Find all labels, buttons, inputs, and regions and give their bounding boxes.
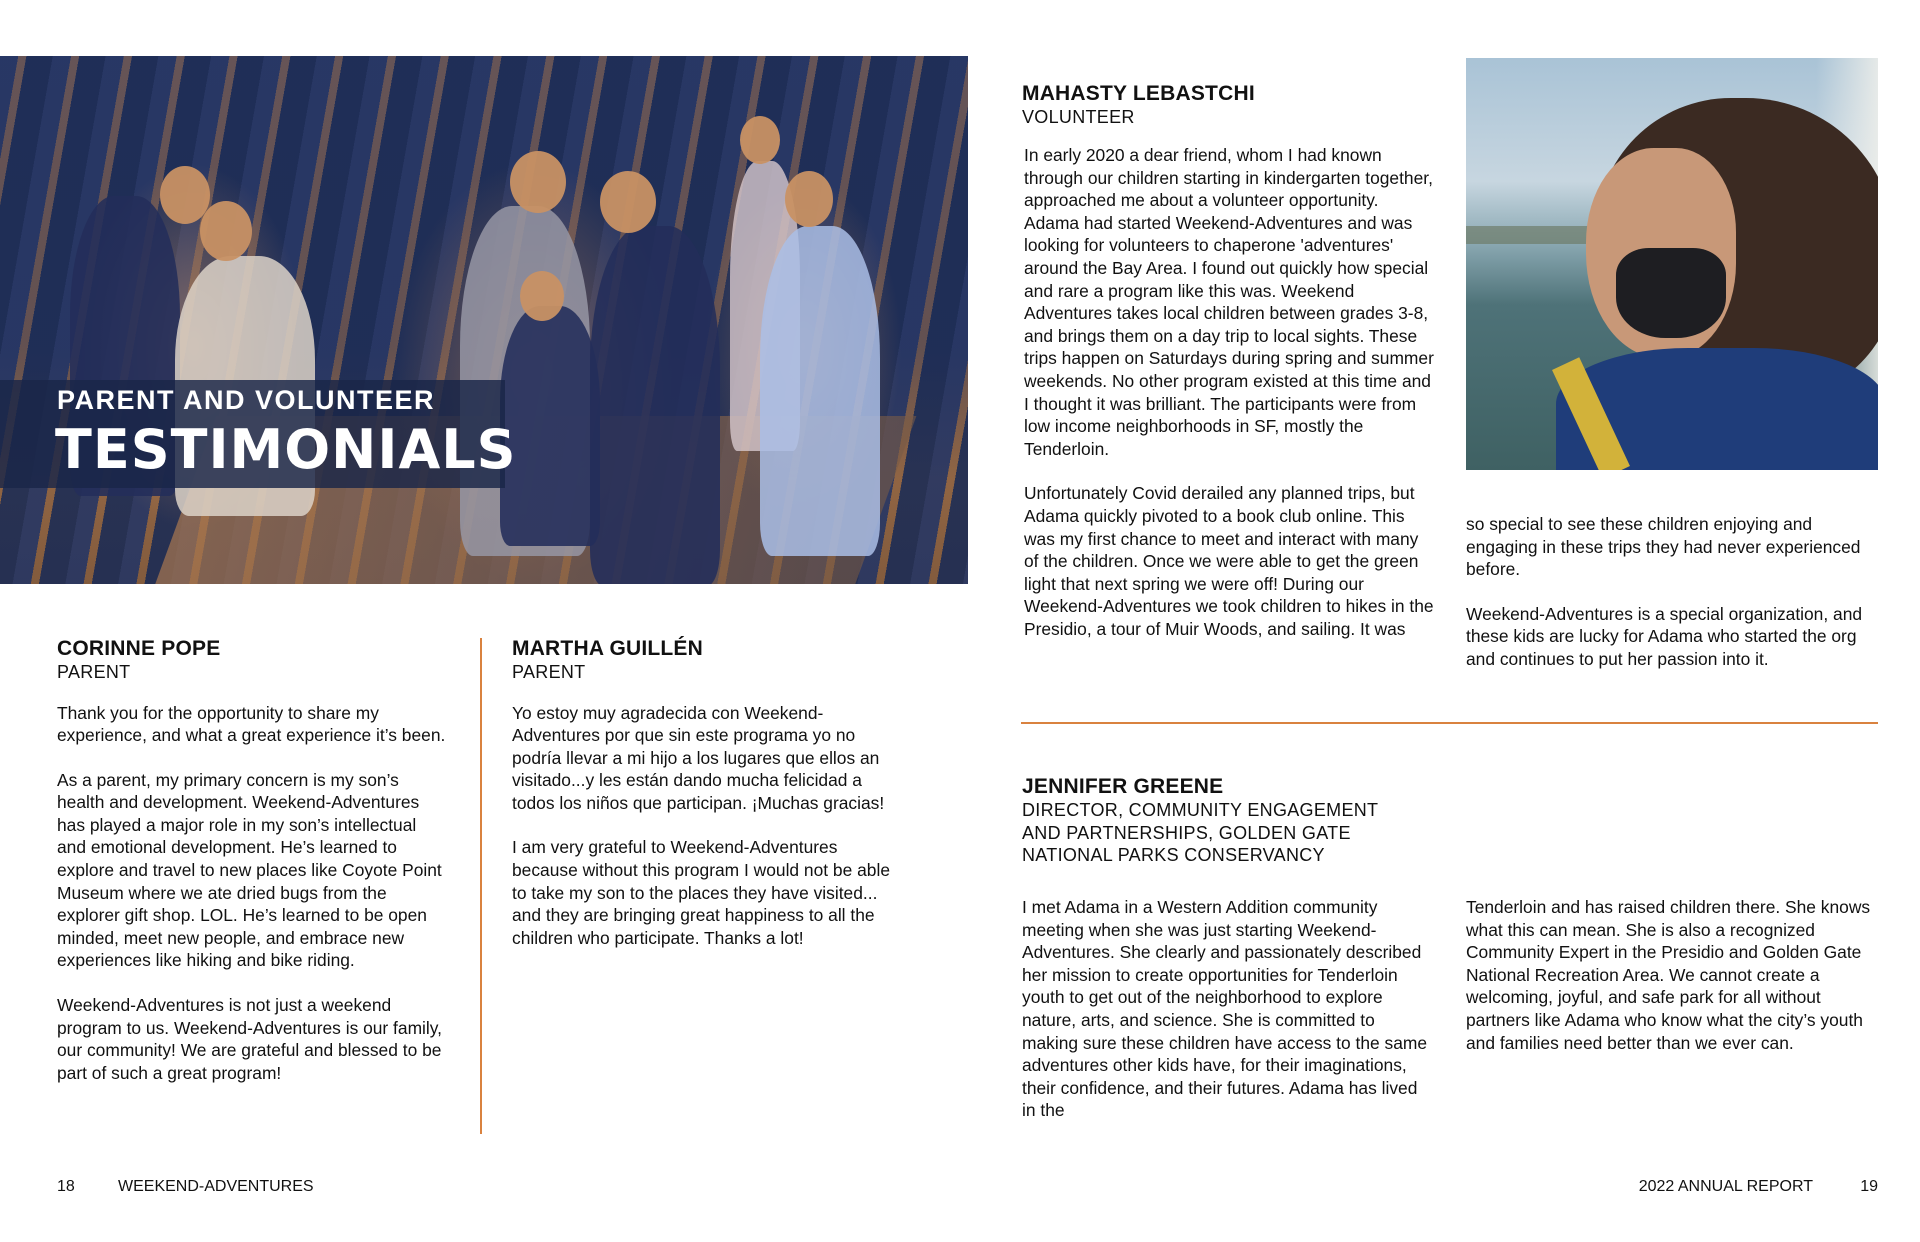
testimonial-name: MAHASTY LEBASTCHI [1022, 82, 1255, 105]
hero-title: TESTIMONIALS [55, 418, 517, 481]
paragraph: so special to see these children enjoying and engaging in these trips they had never experienced before. [1466, 514, 1861, 580]
left-page-number: 18 [57, 1178, 75, 1195]
testimonial-jennifer-header [1022, 775, 1442, 867]
column-divider [480, 638, 482, 1134]
testimonial-martha [512, 637, 907, 949]
testimonial-role: VOLUNTEER [1022, 107, 1135, 127]
figure-head [740, 116, 780, 164]
testimonial-role-line: DIRECTOR, COMMUNITY ENGAGEMENT [1022, 800, 1379, 820]
paragraph: Weekend-Adventures is a special organization, and these kids are lucky for Adama who started the org and continues to put her passion into it. [1466, 603, 1863, 669]
testimonial-role: PARENT [57, 662, 131, 682]
paragraph: Yo estoy muy agradecida con Weekend-Adventures por que sin este programa yo no podría llevar a mi hijo a los lugares que ellos an visitado...y les están dando mucha felicidad a todos los niños que participan. ¡Muchas gracias! [512, 702, 885, 813]
testimonial-name: JENNIFER GREENE [1022, 775, 1224, 798]
figure-head [200, 201, 252, 261]
testimonial-mahasty-col2 [1466, 513, 1878, 671]
testimonial-role: PARENT [512, 662, 586, 682]
paragraph: Unfortunately Covid derailed any planned trips, but Adama quickly pivoted to a book club online. This was my first chance to meet and interact with many of the children. Once we were able to get the green light that next spring we were off! During our Weekend-Adventures we took children to hikes in the Presidio, a tour of Muir Woods, and sailing. It was [1024, 483, 1434, 639]
figure-head [510, 151, 566, 213]
testimonial-role-line: AND PARTNERSHIPS, GOLDEN GATE [1022, 822, 1351, 843]
testimonial-mahasty-header [1022, 82, 1442, 129]
testimonial-jennifer-col2 [1466, 896, 1878, 1054]
testimonial-role-line: NATIONAL PARKS CONSERVANCY [1022, 845, 1325, 865]
figure-head [600, 171, 656, 233]
testimonial-body [512, 702, 907, 950]
hero-photo [0, 56, 968, 584]
figure [590, 226, 720, 584]
paragraph: I am very grateful to Weekend-Adventures because without this program I would not be able to take my son to the places they have visited... and they are bringing great happiness to all the children who participate. Thanks a lot! [512, 837, 890, 948]
testimonial-name: CORINNE POPE [57, 637, 221, 660]
paragraph: In early 2020 a dear friend, whom I had known through our children starting in kindergarten together, approached me about a volunteer opportunity. Adama had started Weekend-Adventures and was looking for volunteers to chaperone 'adventures' around the Bay Area. I found out quickly how special and rare a program like this was. Weekend Adventures takes local children between grades 3-8, and brings them on a day trip to local sights. These trips happen on Saturdays during spring and summer weekends. No other program existed at this time and I thought it was brilliant. The participants were from low income neighborhoods in SF, mostly the Tenderloin. [1024, 145, 1434, 459]
testimonial-mahasty-col1 [1024, 144, 1434, 640]
hero-kicker: PARENT AND VOLUNTEER [57, 385, 436, 415]
section-divider [1021, 722, 1878, 724]
volunteer-portrait-photo [1466, 58, 1878, 470]
paragraph: I met Adama in a Western Addition community meeting when she was just starting Weekend-Adventures. She clearly and passionately described her mission to create opportunities for Tenderloin youth to get out of the neighborhood to explore nature, arts, and science. She is committed to making sure these children have access to the same adventures other kids have, for their imaginations, their confidence, and their futures. Adama has lived in the [1022, 897, 1428, 1121]
paragraph: Thank you for the opportunity to share my experience, and what a great experience it’s been. [57, 702, 446, 746]
left-running-footer: WEEKEND-ADVENTURES [118, 1178, 314, 1195]
right-running-footer: 2022 ANNUAL REPORT [1638, 1178, 1813, 1195]
paragraph: As a parent, my primary concern is my son’s health and development. Weekend-Adventures has played a major role in my son’s intellectual and emotional development. He’s learned to explore and travel to new places like Coyote Point Museum where we ate dried bugs from the explorer gift shop. LOL. He’s learned to be open minded, meet new people, and embrace new experiences like hiking and bike riding. [57, 769, 442, 971]
paragraph: Tenderloin and has raised children there. She knows what this can mean. She is also a recognized Community Expert in the Presidio and Golden Gate National Recreation Area. We cannot create a welcoming, joyful, and safe park for all without partners like Adama who know what the city’s youth and families need better than we ever can. [1466, 897, 1871, 1053]
face-mask [1616, 248, 1726, 338]
testimonial-corinne [57, 637, 447, 1084]
testimonial-jennifer-col1 [1022, 896, 1434, 1122]
paragraph: Weekend-Adventures is not just a weekend program to us. Weekend-Adventures is our family, our community! We are grateful and blessed to be part of such a great program! [57, 995, 443, 1083]
figure-head [785, 171, 833, 227]
figure-head [520, 271, 564, 321]
right-page-number: 19 [1860, 1178, 1878, 1195]
figure [760, 226, 880, 556]
testimonial-body [57, 702, 447, 1085]
testimonial-name: MARTHA GUILLÉN [512, 637, 704, 660]
